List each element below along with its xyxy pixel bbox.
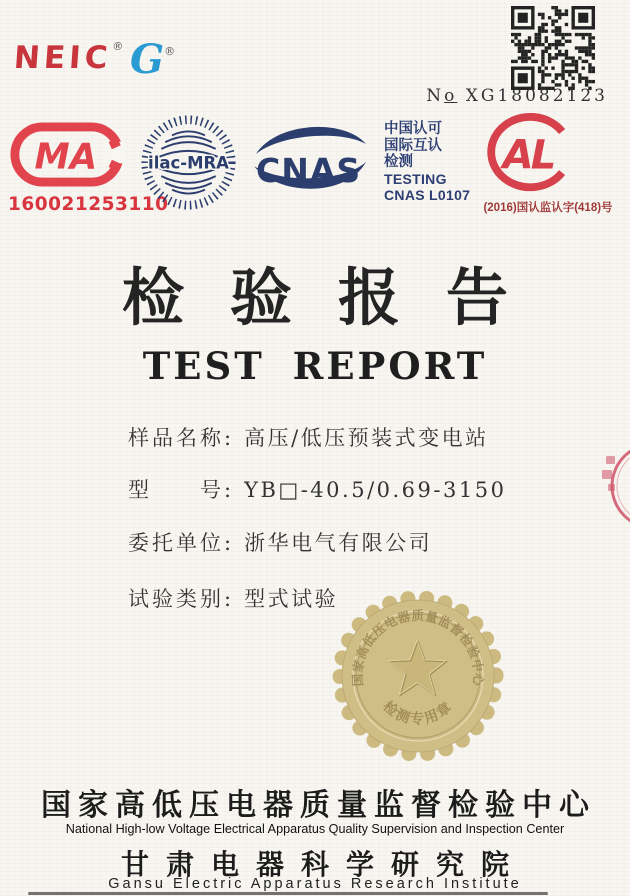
field-value: 型式试验 [244, 587, 339, 611]
page-title-english: TEST REPORT [142, 344, 488, 388]
field-value: 高压/低压预装式变电站 [244, 426, 489, 450]
cnas-text: CNAS [256, 151, 362, 190]
page-title: 检验报告 [121, 264, 554, 333]
g-certification-icon [130, 36, 175, 83]
field-label: 委托单位: [128, 531, 235, 555]
g-logo-text: G [130, 36, 165, 83]
cnas-icon [252, 118, 368, 200]
cal-al-text: AL [502, 132, 554, 179]
cnas-side-line: TESTING [384, 170, 447, 187]
no-prefix-underlined-o: o [444, 86, 458, 106]
cnas-side-line: CNAS L0107 [384, 187, 471, 203]
institute-name-en: Gansu Electric Apparatus Research Institute [108, 876, 522, 892]
registered-mark-icon: ® [111, 40, 124, 53]
field-value: 浙华电气有限公司 [244, 531, 433, 555]
cma-number: 160021253110 [8, 194, 169, 215]
cnas-side-line: 检测 [384, 154, 413, 170]
cma-mark [8, 122, 169, 215]
neic-logo-text: NEIC [12, 40, 113, 76]
report-number [426, 86, 608, 106]
cma-icon [8, 122, 126, 187]
cal-icon [486, 112, 574, 198]
field-value: YB□-40.5/0.69-3150 [244, 478, 507, 502]
cal-certificate-number: (2016)国认监认字(418)号 [483, 202, 613, 214]
institute-name-zh: 甘肃电器科学研究院 [120, 849, 526, 880]
inspection-center-name-zh: 国家高低压电器质量监督检验中心 [41, 789, 596, 822]
seal-arc-text: 国家高低压电器质量监督检验中心 [350, 609, 486, 687]
ilac-mra-text: ilac-MRA [148, 153, 229, 173]
cnas-accreditation-text [384, 121, 470, 204]
gold-seal-icon [303, 563, 533, 793]
scan-artifact-line [28, 892, 548, 895]
cnas-side-line: 国际互认 [384, 137, 442, 154]
cma-ma-text: MA [34, 136, 98, 178]
inspection-center-name-en: National High-low Voltage Electrical Apparatus Quality Supervision and Inspection Center [65, 821, 565, 836]
field-model [128, 474, 558, 504]
neic-logo [13, 40, 124, 76]
report-number-value: XG18082123 [465, 86, 608, 106]
no-prefix: N [426, 86, 445, 106]
field-client [128, 527, 558, 557]
field-label: 样品名称: [128, 426, 235, 450]
seal-bottom-text: 检测专用章 [380, 697, 456, 727]
red-stamp-partial-icon [594, 438, 630, 542]
field-sample-name [128, 422, 558, 452]
qr-code-icon [511, 6, 595, 90]
registered-mark-icon: ® [164, 45, 176, 58]
ilac-mra-icon [140, 114, 237, 211]
field-label: 试验类别: [128, 587, 235, 611]
field-label: 型 号: [128, 478, 235, 502]
cnas-side-line: 中国认可 [384, 121, 442, 137]
